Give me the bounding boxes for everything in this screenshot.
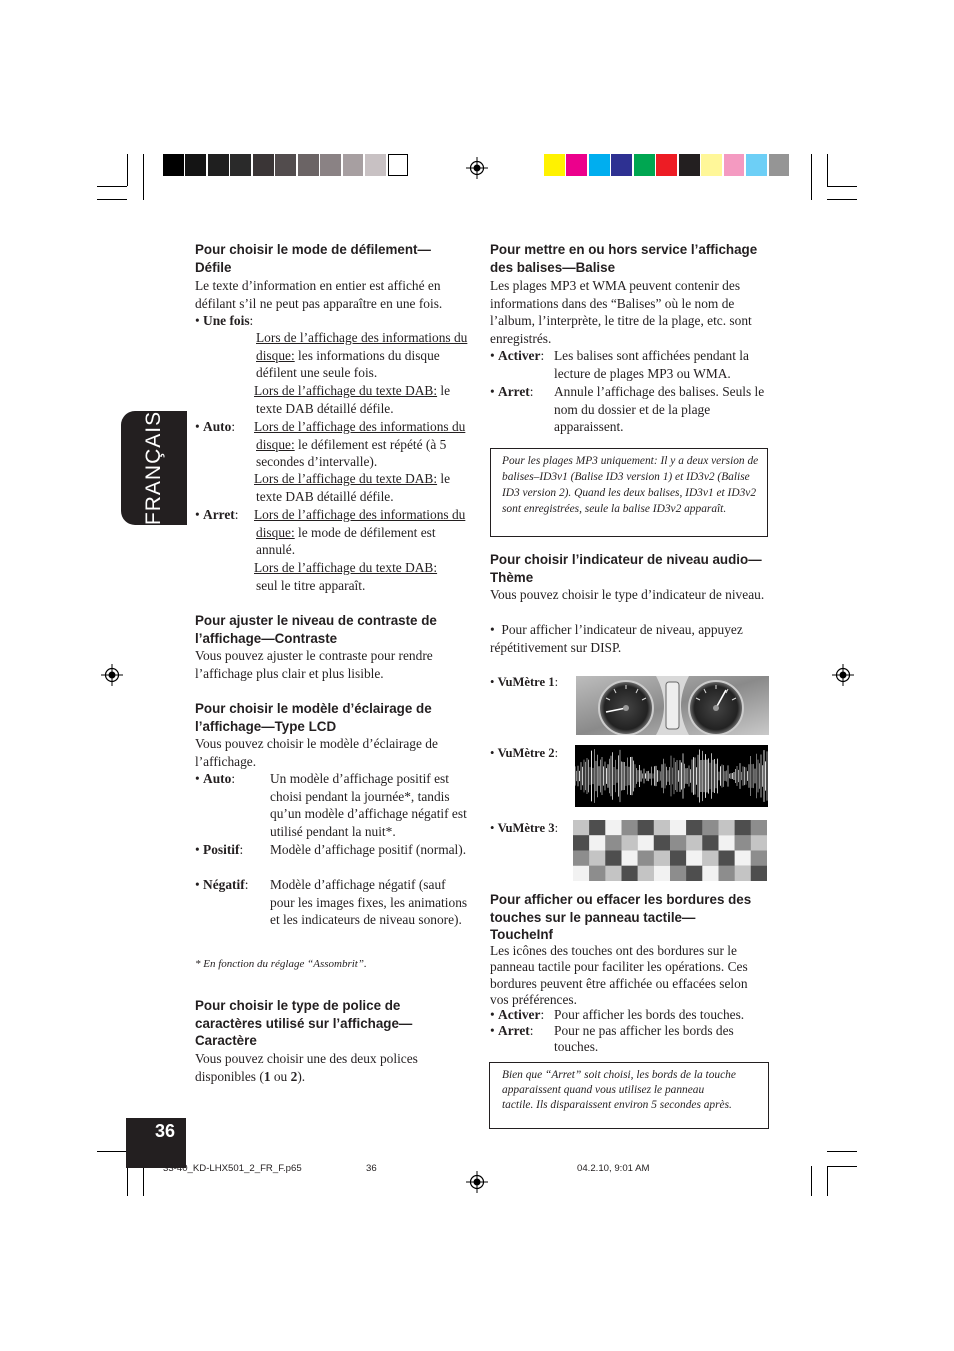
option-text: Pour ne pas afficher les bords des touches. bbox=[554, 1023, 734, 1055]
option-text: Modèle d’affichage positif (normal). bbox=[270, 842, 467, 857]
crop-mark bbox=[97, 186, 127, 187]
section-title-balise: Pour mettre en ou hors service l’affichage des balises—Balise bbox=[490, 242, 758, 275]
bullet-activer: • Activer: bbox=[490, 348, 545, 363]
grid-cell bbox=[686, 851, 702, 866]
grid-cell bbox=[605, 820, 621, 835]
bullet-arret: • Arret: bbox=[490, 1023, 534, 1038]
grid-cell bbox=[735, 851, 751, 866]
grid-cell bbox=[702, 851, 718, 866]
bullet-positif: • Positif: bbox=[195, 842, 244, 857]
paragraph: Vous pouvez choisir le type d’indicateur de niveau. bbox=[490, 587, 765, 602]
grid-cell bbox=[605, 851, 621, 866]
note-text: Pour les plages MP3 uniquement: Il y a deux version de balises–ID3v1 (Balise ID3 version 1) et ID3v2 (Balise ID3 version 2). Quand les deux balises, ID3v1 et ID3v2 sont enregistrées, seule la balise ID3v2 apparaît. bbox=[502, 455, 759, 515]
crop-mark bbox=[827, 1151, 857, 1152]
option-text: Un modèle d’affichage positif est choisi pendant la journée*, tandis qu’un modèle d’affichage négatif est utilisé pendant la nuit*. bbox=[270, 771, 467, 839]
crop-mark bbox=[827, 1166, 857, 1167]
grid-cell bbox=[719, 835, 735, 850]
option-label: VuMètre 3 bbox=[497, 821, 555, 835]
crop-mark bbox=[143, 1166, 144, 1196]
grid-cell bbox=[654, 835, 670, 850]
paragraph: Vous pouvez ajuster le contraste pour rendre l’affichage plus clair et plus lisible. bbox=[195, 648, 433, 681]
option-label: Une fois bbox=[203, 313, 250, 328]
grid-cell bbox=[751, 820, 767, 835]
note-text: Bien que “Arret” soit choisi, les bords de la touche apparaissent quand vous utilisez le panneau tactile. Ils disparaissent environ 5 secondes après. bbox=[502, 1069, 736, 1111]
option-text bbox=[256, 329, 470, 382]
grid-cell bbox=[622, 820, 638, 835]
calibration-swatch bbox=[634, 154, 655, 176]
grid-cell bbox=[622, 851, 638, 866]
option-label: Arret bbox=[203, 507, 235, 522]
option-1: 1 bbox=[263, 1068, 271, 1084]
language-label: FRANÇAIS bbox=[142, 410, 165, 526]
grid-cell bbox=[573, 835, 589, 850]
text: Vous pouvez choisir une des deux polices disponibles ( bbox=[195, 1051, 418, 1084]
text: le texte DAB détaillé défile. bbox=[256, 471, 451, 504]
option-text: Modèle d’affichage négatif (sauf pour les images fixes, les animations et les indicateurs de niveau sonore). bbox=[270, 877, 468, 928]
crop-mark bbox=[811, 154, 812, 200]
calibration-swatch bbox=[701, 154, 722, 176]
grid-cell bbox=[719, 851, 735, 866]
registration-mark-icon bbox=[101, 664, 123, 686]
option-label: Activer bbox=[498, 348, 541, 363]
crop-mark bbox=[127, 154, 128, 186]
grid-cell bbox=[686, 866, 702, 881]
calibration-swatch bbox=[589, 154, 610, 176]
color-calibration-bar bbox=[544, 154, 791, 176]
vumetre-1-label: • VuMètre 1: bbox=[490, 675, 559, 689]
bullet-auto: • Auto: bbox=[195, 771, 236, 786]
option-text: Pour afficher les bords des touches. bbox=[554, 1007, 745, 1022]
bullet-une-fois: • Une fois: bbox=[195, 313, 254, 328]
grid-cell bbox=[702, 820, 718, 835]
registration-mark-icon bbox=[466, 157, 488, 179]
calibration-swatch bbox=[769, 154, 790, 176]
grid-cell bbox=[670, 851, 686, 866]
page-number-box bbox=[126, 1118, 186, 1168]
option-text: Les balises sont affichées pendant la lecture de plages MP3 ou WMA. bbox=[554, 348, 749, 381]
vumetre-2-label: • VuMètre 2: bbox=[490, 746, 559, 760]
calibration-swatch bbox=[253, 154, 274, 176]
paragraph: Le texte d’information en entier est affiché en défilant s’il ne peut pas apparaître en une fois. bbox=[195, 278, 443, 311]
vumetre-3-image bbox=[573, 820, 767, 881]
grid-cell bbox=[719, 866, 735, 881]
crop-mark bbox=[97, 199, 127, 200]
grid-cell bbox=[686, 820, 702, 835]
calibration-swatch bbox=[298, 154, 319, 176]
option-label: Négatif bbox=[203, 877, 245, 892]
grid-cell bbox=[670, 866, 686, 881]
text: Pour afficher l’indicateur de niveau, appuyez répétitivement sur DISP. bbox=[490, 622, 743, 655]
crop-mark bbox=[827, 1166, 828, 1196]
grid-cell bbox=[622, 835, 638, 850]
underlined-text: Lors de l’affichage du texte DAB: bbox=[254, 471, 438, 486]
paragraph bbox=[195, 1050, 457, 1085]
text: le texte DAB détaillé défile. bbox=[256, 383, 451, 416]
calibration-swatch bbox=[679, 154, 700, 176]
bullet-activer: • Activer: bbox=[490, 1007, 545, 1022]
option-label: VuMètre 1 bbox=[497, 675, 555, 689]
grid-cell bbox=[573, 866, 589, 881]
crop-mark bbox=[827, 199, 857, 200]
grid-cell bbox=[638, 820, 654, 835]
underlined-text: Lors de l’affichage des informations du disque: bbox=[256, 330, 468, 363]
option-text bbox=[256, 382, 470, 417]
grid-cell bbox=[605, 835, 621, 850]
paragraph: Les plages MP3 et WMA peuvent contenir des informations dans des “Balises” où le nom de l’album, l’interprète, le titre de la plage, etc. sont enregistrés. bbox=[490, 278, 752, 346]
calibration-swatch bbox=[746, 154, 767, 176]
grid-cell bbox=[670, 835, 686, 850]
grid-cell bbox=[654, 851, 670, 866]
option-text: Annule l’affichage des balises. Seuls le nom du dossier et de la plage apparaissent. bbox=[554, 384, 765, 435]
option-label: Positif bbox=[203, 842, 240, 857]
grid-cell bbox=[622, 866, 638, 881]
grid-cell bbox=[735, 835, 751, 850]
grid-cell bbox=[654, 820, 670, 835]
grid-cell bbox=[702, 866, 718, 881]
calibration-swatch bbox=[388, 154, 409, 176]
grid-cell bbox=[670, 820, 686, 835]
note-box bbox=[489, 1062, 769, 1129]
underlined-text: Lors de l’affichage des informations du disque: bbox=[254, 419, 466, 452]
footer-page: 36 bbox=[366, 1163, 377, 1174]
calibration-swatch bbox=[343, 154, 364, 176]
grid-cell bbox=[638, 835, 654, 850]
section-title-type-lcd: Pour choisir le modèle d’éclairage de l’affichage—Type LCD bbox=[195, 701, 432, 734]
grid-cell bbox=[638, 851, 654, 866]
section-title-theme: Pour choisir l’indicateur de niveau audio—Thème bbox=[490, 552, 762, 585]
text: seul le titre apparaît. bbox=[256, 577, 366, 593]
footer-filename: 33-40_KD-LHX501_2_FR_F.p65 bbox=[163, 1163, 302, 1174]
grid-cell bbox=[735, 866, 751, 881]
footer-date: 04.2.10, 9:01 AM bbox=[577, 1163, 650, 1174]
grid-cell bbox=[735, 820, 751, 835]
registration-mark-icon bbox=[466, 1171, 488, 1193]
bullet-arret: • Arret: bbox=[195, 507, 239, 522]
crop-mark bbox=[811, 1166, 812, 1196]
calibration-swatch bbox=[566, 154, 587, 176]
calibration-swatch bbox=[320, 154, 341, 176]
option-label: Auto bbox=[203, 771, 232, 786]
underlined-text: Lors de l’affichage du texte DAB: bbox=[254, 560, 438, 575]
option-text bbox=[256, 470, 470, 505]
grid-cell bbox=[605, 866, 621, 881]
language-tab bbox=[121, 411, 187, 525]
crop-mark bbox=[827, 186, 857, 187]
grid-cell bbox=[589, 820, 605, 835]
grid-cell bbox=[686, 835, 702, 850]
calibration-swatch bbox=[611, 154, 632, 176]
crop-mark bbox=[97, 1151, 127, 1152]
option-label: Arret bbox=[498, 1023, 530, 1038]
section-title-defile: Pour choisir le mode de défilement— Défile bbox=[195, 242, 431, 275]
grid-cell bbox=[589, 866, 605, 881]
underlined-text: Lors de l’affichage du texte DAB: bbox=[254, 383, 438, 398]
section-title-caractere: Pour choisir le type de police de caractères utilisé sur l’affichage— Caractère bbox=[195, 998, 413, 1048]
underlined-text: Lors de l’affichage des informations du disque: bbox=[254, 507, 466, 540]
text: le défilement est répété (à 5 secondes d’intervalle). bbox=[256, 436, 447, 470]
option-text bbox=[256, 506, 470, 559]
option-text bbox=[256, 418, 470, 471]
grid-cell bbox=[589, 851, 605, 866]
option-2: 2 bbox=[290, 1068, 298, 1084]
option-label: VuMètre 2 bbox=[497, 746, 555, 760]
calibration-swatch bbox=[656, 154, 677, 176]
option-label: Activer bbox=[498, 1007, 541, 1022]
calibration-swatch bbox=[365, 154, 386, 176]
grid-cell bbox=[573, 820, 589, 835]
crop-mark bbox=[143, 154, 144, 200]
registration-mark-icon bbox=[832, 664, 854, 686]
vumetre-3-label: • VuMètre 3: bbox=[490, 821, 559, 835]
section-title-contraste: Pour ajuster le niveau de contraste de l’affichage—Contraste bbox=[195, 613, 437, 646]
section-title-toucheinf: Pour afficher ou effacer les bordures des touches sur le panneau tactile— ToucheInf bbox=[490, 892, 752, 942]
text: ou bbox=[270, 1068, 291, 1084]
bullet-auto: • Auto: bbox=[195, 419, 236, 434]
grid-cell bbox=[654, 866, 670, 881]
grid-cell bbox=[751, 866, 767, 881]
gray-calibration-bar bbox=[163, 154, 410, 176]
grid-cell bbox=[573, 851, 589, 866]
option-text bbox=[256, 559, 470, 594]
text: le mode de défilement est annulé. bbox=[256, 524, 436, 558]
crop-mark bbox=[127, 1166, 128, 1196]
bullet-negatif: • Négatif: bbox=[195, 877, 249, 892]
calibration-swatch bbox=[163, 154, 184, 176]
note-box bbox=[490, 448, 768, 537]
grid-cell bbox=[751, 851, 767, 866]
page-number: 36 bbox=[155, 1121, 176, 1141]
option-label: Arret bbox=[498, 384, 530, 399]
grid-cell bbox=[589, 835, 605, 850]
text: ). bbox=[297, 1068, 306, 1084]
calibration-swatch bbox=[275, 154, 296, 176]
vumetre-2-image bbox=[575, 745, 768, 807]
option-label: Auto bbox=[203, 419, 232, 434]
grid-cell bbox=[702, 835, 718, 850]
paragraph: Vous pouvez choisir le modèle d’éclairage de l’affichage. bbox=[195, 736, 438, 769]
text: les informations du disque défilent une seule fois. bbox=[256, 347, 440, 381]
calibration-swatch bbox=[544, 154, 565, 176]
calibration-swatch bbox=[230, 154, 251, 176]
calibration-swatch bbox=[208, 154, 229, 176]
crop-mark bbox=[827, 154, 828, 186]
grid-cell bbox=[719, 820, 735, 835]
bullet: • Pour afficher l’indicateur de niveau, appuyez répétitivement sur DISP. bbox=[490, 622, 743, 655]
vumetre-1-image bbox=[576, 676, 769, 735]
bullet-arret: • Arret: bbox=[490, 384, 534, 399]
calibration-swatch bbox=[724, 154, 745, 176]
paragraph: Les icônes des touches ont des bordures sur le panneau tactile pour faciliter les opérations. Ces bordures peuvent être affichée ou effacées selon vos préférences. bbox=[490, 943, 748, 1007]
grid-cell bbox=[638, 866, 654, 881]
grid-cell bbox=[751, 835, 767, 850]
footnote: * En fonction du réglage “Assombrit”. bbox=[195, 958, 367, 970]
calibration-swatch bbox=[185, 154, 206, 176]
